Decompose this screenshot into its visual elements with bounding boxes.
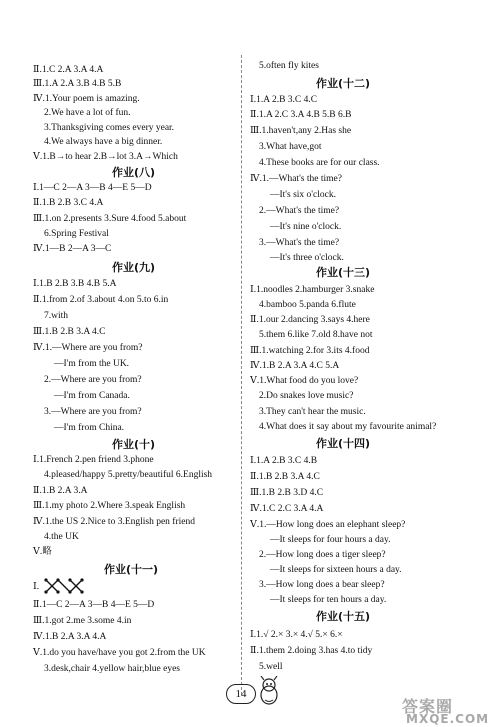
section-heading: 作业(八) — [112, 166, 156, 179]
answer-line: 2.We have a lot of fun. — [44, 108, 131, 118]
answer-line: Ⅲ.1.my photo 2.Where 3.speak English — [33, 501, 186, 511]
answer-line: Ⅰ.1.A 2.B 3.C 4.C — [250, 95, 318, 105]
answer-line: 4.pleased/happy 5.pretty/beautiful 6.English — [44, 470, 213, 480]
answer-line: Ⅲ.1.got 2.me 3.some 4.in — [33, 616, 132, 626]
answer-line: Ⅱ.1.B 2.B 3.C 4.A — [33, 198, 104, 208]
answer-line: Ⅳ.1.—What's the time? — [250, 174, 342, 184]
answer-line: Ⅲ.1.on 2.presents 3.Sure 4.food 5.about — [33, 214, 187, 224]
answer-line: Ⅱ.1—C 2—A 3—B 4—E 5—D — [33, 600, 155, 610]
answer-line: 4.the UK — [44, 532, 79, 542]
answer-line: Ⅱ.1.B 2.B 3.A 4.C — [250, 472, 320, 482]
answer-line: Ⅱ.1.C 2.A 3.A 4.A — [33, 65, 104, 75]
section-heading: 作业(十三) — [316, 266, 371, 279]
answer-line: Ⅲ.1.haven't,any 2.Has she — [250, 126, 352, 136]
answer-line: Ⅱ.1.B 2.A 3.A — [33, 486, 88, 496]
answer-line: Ⅳ.1.C 2.C 3.A 4.A — [250, 504, 324, 514]
answer-line: —It's nine o'clock. — [270, 222, 342, 232]
section-heading: 作业(十) — [112, 438, 156, 451]
answer-line: Ⅳ.1.B 2.A 3.A 4.C 5.A — [250, 361, 340, 371]
answer-line: —It's three o'clock. — [270, 253, 344, 263]
answer-line: Ⅴ.1.What food do you love? — [250, 376, 359, 386]
answer-line: Ⅳ.1.the US 2.Nice to 3.English pen friend — [33, 517, 195, 527]
answer-line: Ⅱ.1.our 2.dancing 3.says 4.here — [250, 315, 370, 325]
answer-line: Ⅰ.1.B 2.B 3.B 4.B 5.A — [33, 279, 117, 289]
section-heading: 作业(十四) — [316, 437, 371, 450]
answer-line: 2.—What's the time? — [259, 206, 340, 216]
answer-line: 2.Do snakes love music? — [259, 391, 354, 401]
answer-line: 5.well — [259, 662, 283, 672]
answer-line: 5.them 6.like 7.old 8.have not — [259, 330, 373, 340]
answer-line: Ⅴ.1.do you have/have you got 2.from the UK — [33, 648, 206, 658]
section-heading: 作业(十二) — [316, 77, 371, 90]
answer-line: 3.—Where are you from? — [44, 407, 142, 417]
answer-line: —It sleeps for ten hours a day. — [270, 595, 387, 605]
answer-line: Ⅲ.1.B 2.B 3.D 4.C — [250, 488, 324, 498]
answer-line: Ⅳ.1.B 2.A 3.A 4.A — [33, 632, 107, 642]
answer-line: 3.Thanksgiving comes every year. — [44, 123, 175, 133]
answer-line: Ⅲ.1.A 2.A 3.B 4.B 5.B — [33, 79, 122, 89]
section-heading: 作业(十五) — [316, 610, 371, 623]
watermark-top: 答案圈 — [402, 697, 454, 716]
answer-line: Ⅱ.1.from 2.of 3.about 4.on 5.to 6.in — [33, 295, 169, 305]
section-heading: 作业(十一) — [104, 563, 159, 576]
answer-line: Ⅰ. — [33, 582, 40, 592]
answer-line: Ⅳ.1.Your poem is amazing. — [33, 94, 140, 104]
answer-line: Ⅴ.1.—How long does an elephant sleep? — [250, 520, 406, 530]
answer-line: Ⅱ.1.them 2.doing 3.has 4.to tidy — [250, 646, 373, 656]
answer-line: Ⅳ.1.—Where are you from? — [33, 343, 143, 353]
column-divider — [241, 55, 242, 695]
watermark-logo — [402, 694, 498, 726]
answer-line: 3.—What's the time? — [259, 238, 340, 248]
answer-line: —I'm from Canada. — [54, 391, 130, 401]
watermark-bottom: MXQE.COM — [406, 712, 490, 726]
answer-line: Ⅰ.1.noodles 2.hamburger 3.snake — [250, 285, 375, 295]
answer-line: 4.bamboo 5.panda 6.flute — [259, 300, 356, 310]
answer-line: Ⅴ.略 — [33, 547, 52, 557]
answer-line: —It sleeps for sixteen hours a day. — [270, 565, 402, 575]
section-heading: 作业(九) — [112, 261, 156, 274]
answer-line: —It sleeps for four hours a day. — [270, 535, 391, 545]
answer-line: 4.We always have a big dinner. — [44, 137, 163, 147]
answer-line: Ⅱ.1.A 2.C 3.A 4.B 5.B 6.B — [250, 110, 352, 120]
answer-line: Ⅰ.1.French 2.pen friend 3.phone — [33, 455, 154, 465]
answer-line: Ⅰ.1.A 2.B 3.C 4.B — [250, 456, 318, 466]
answer-line: —It's six o'clock. — [270, 190, 336, 200]
answer-line: 2.—How long does a tiger sleep? — [259, 550, 386, 560]
answer-line: 3.What have,got — [259, 142, 322, 152]
answer-line: 3.They can't hear the music. — [259, 407, 366, 417]
matching-lines-diagram — [43, 577, 87, 595]
answer-line: 5.often fly kites — [259, 61, 319, 71]
answer-line: Ⅲ.1.watching 2.for 3.its 4.food — [250, 346, 370, 356]
answer-line: Ⅰ.1.√ 2.× 3.× 4.√ 5.× 6.× — [250, 630, 343, 640]
answer-line: 2.—Where are you from? — [44, 375, 142, 385]
answer-line: 7.with — [44, 311, 69, 321]
answer-line: Ⅲ.1.B 2.B 3.A 4.C — [33, 327, 106, 337]
answer-line: —I'm from China. — [54, 423, 125, 433]
answer-line: 3.desk,chair 4.yellow hair,blue eyes — [44, 664, 181, 674]
answer-line: 3.—How long does a bear sleep? — [259, 580, 385, 590]
page-number: 14 — [226, 684, 256, 704]
answer-line: —I'm from the UK. — [54, 359, 130, 369]
answer-line: 6.Spring Festival — [44, 229, 109, 239]
answer-line: 4.What does it say about my favourite animal? — [259, 422, 437, 432]
answer-line: Ⅳ.1—B 2—A 3—C — [33, 244, 112, 254]
answer-line: 4.These books are for our class. — [259, 158, 380, 168]
mascot-icon — [258, 676, 280, 706]
answer-line: Ⅰ.1—C 2—A 3—B 4—E 5—D — [33, 183, 152, 193]
answer-line: Ⅴ.1.B→to hear 2.B→lot 3.A→Which — [33, 152, 178, 162]
